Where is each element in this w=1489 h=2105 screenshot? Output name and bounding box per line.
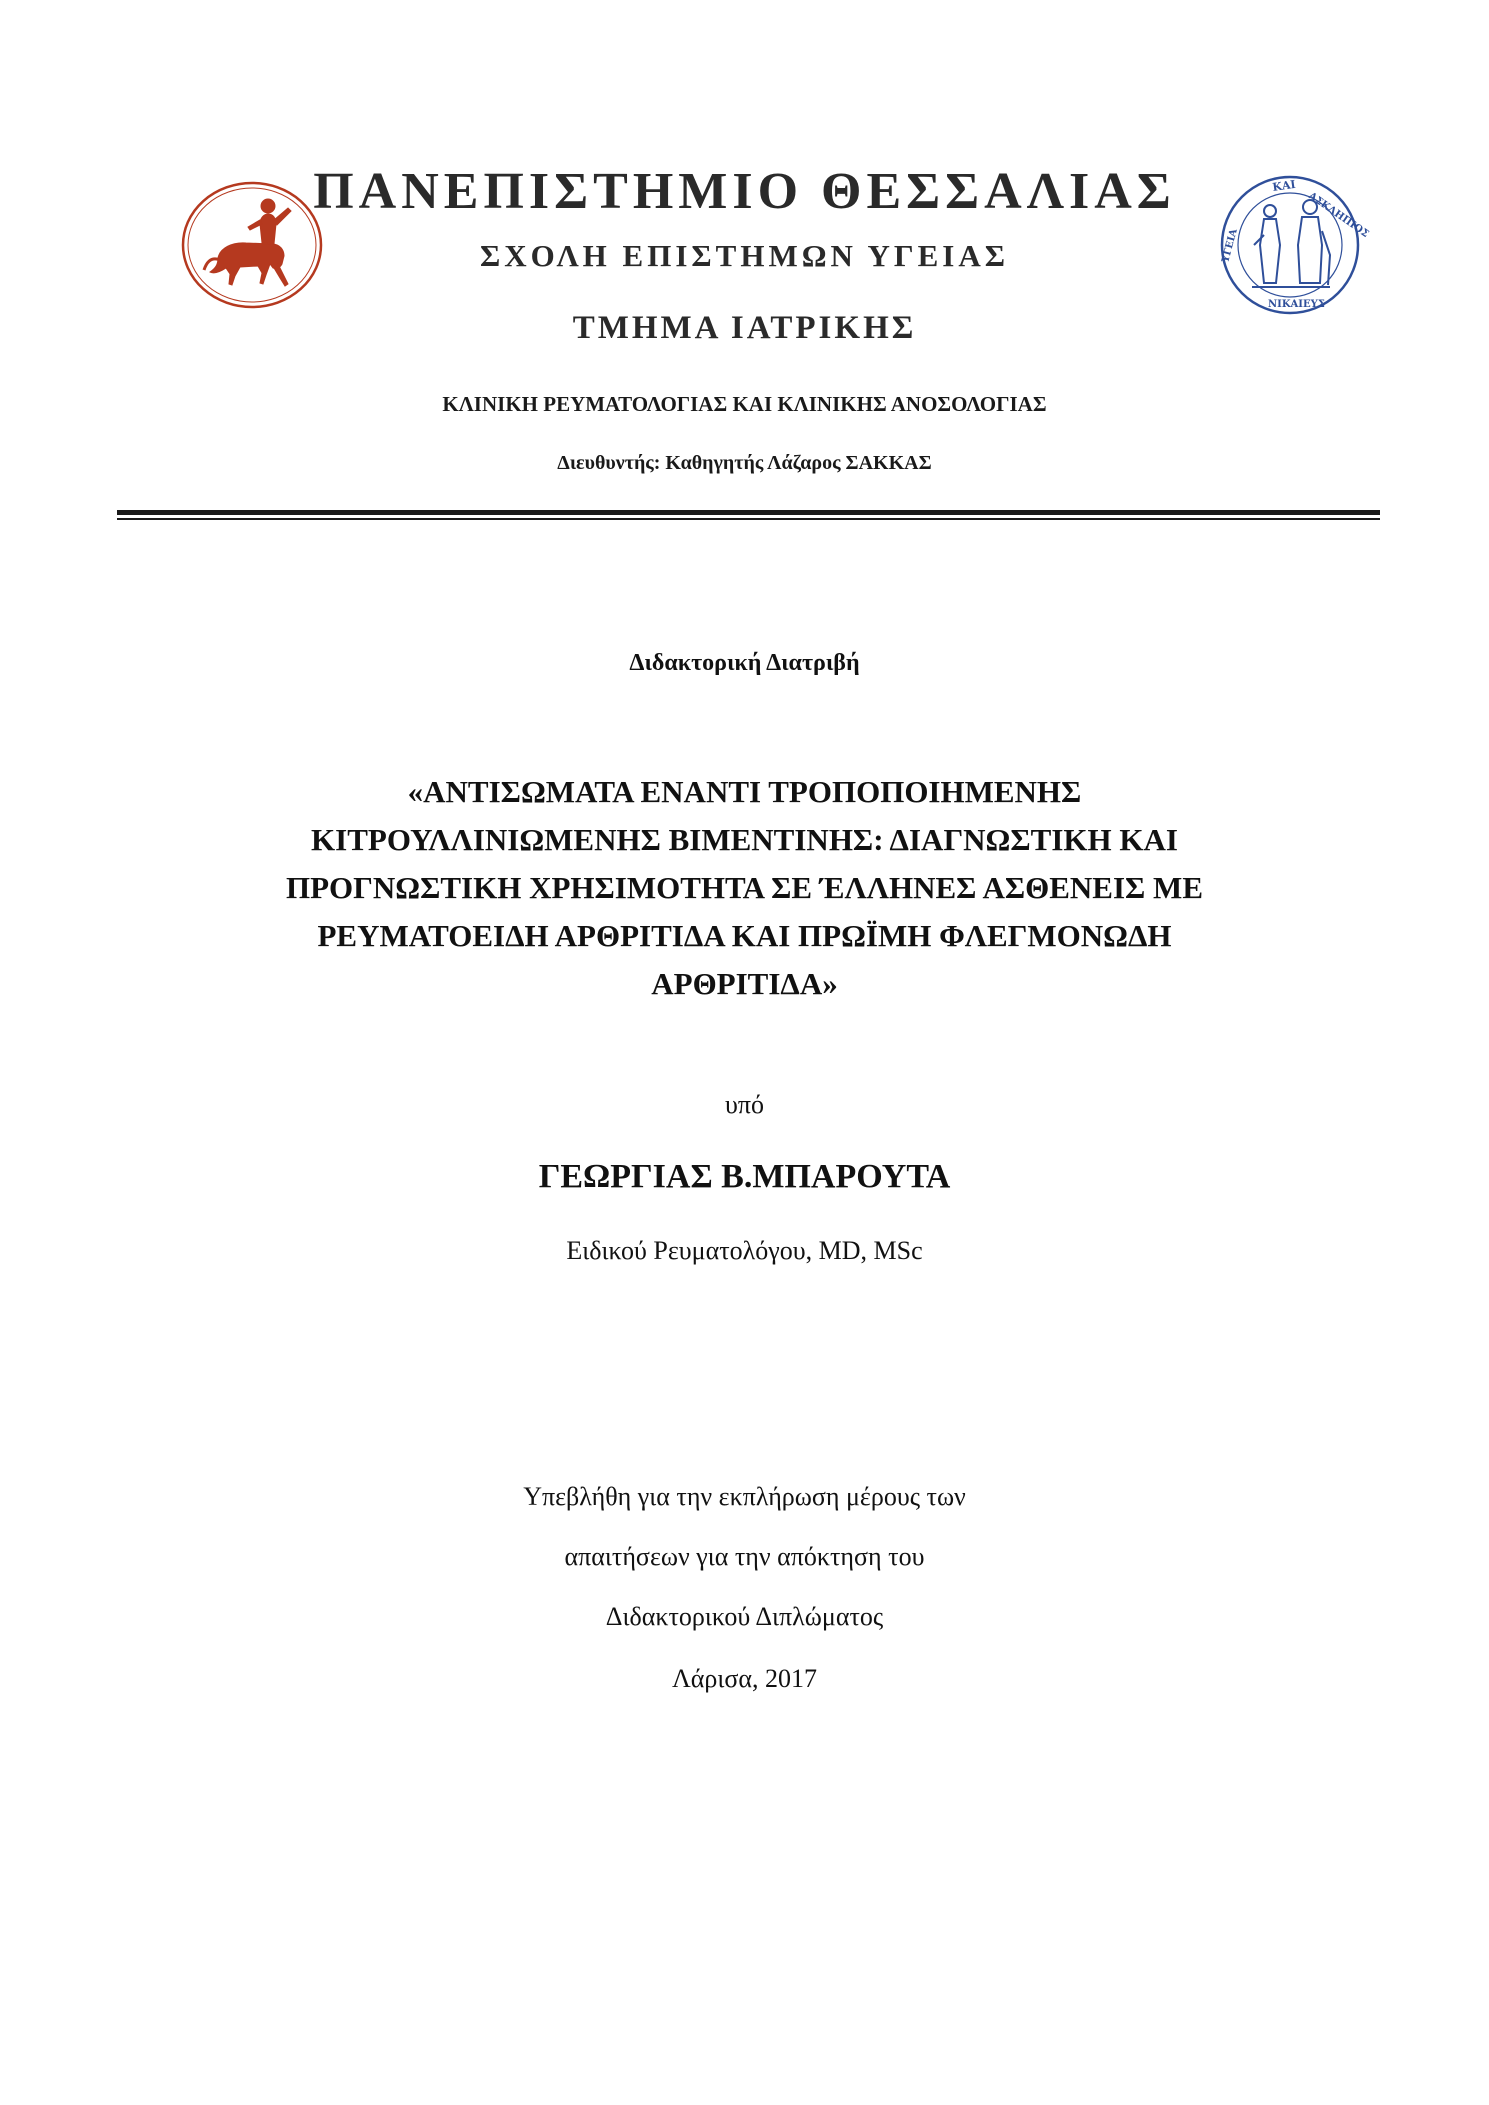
- thesis-title-line: ΚΙΤΡΟΥΛΛΙΝΙΩΜΕΝΗΣ ΒΙΜΕΝΤΙΝΗΣ: ΔΙΑΓΝΩΣΤΙΚΗ ΚΑΙ: [311, 822, 1178, 857]
- submission-statement-line: Υπεβλήθη για την εκπλήρωση μέρους των: [523, 1482, 966, 1511]
- department-name: ΤΜΗΜΑ ΙΑΤΡΙΚΗΣ: [572, 310, 917, 346]
- school-name: ΣΧΟΛΗ ΕΠΙΣΤΗΜΩΝ ΥΓΕΙΑΣ: [479, 238, 1010, 273]
- thesis-title-line: ΑΡΘΡΙΤΙΔΑ»: [651, 966, 838, 1001]
- by-label: υπό: [725, 1090, 764, 1119]
- submission-statement-line: Διδακτορικού Διπλώματος: [605, 1602, 884, 1631]
- svg-text:ΝΙΚΑΙΕΥΣ: ΝΙΚΑΙΕΥΣ: [1268, 299, 1325, 310]
- thesis-title: [0, 768, 1489, 1008]
- svg-text:ΚΑΙ: ΚΑΙ: [1271, 177, 1297, 194]
- thesis-title-line: «ΑΝΤΙΣΩΜΑΤΑ ΕΝΑΝΤΙ ΤΡΟΠΟΠΟΙΗΜΕΝΗΣ: [407, 774, 1082, 809]
- submission-statement-line: απαιτήσεων για την απόκτηση του: [564, 1542, 925, 1571]
- header-divider-thick: [117, 510, 1380, 515]
- director-line: Διευθυντής: Καθηγητής Λάζαρος ΣΑΚΚΑΣ: [557, 452, 932, 474]
- svg-text:ΥΓΕΙΑ: ΥΓΕΙΑ: [1220, 227, 1240, 264]
- place-and-date: Λάρισα, 2017: [671, 1664, 818, 1693]
- header-divider-thin: [117, 518, 1380, 520]
- thesis-title-line: ΡΕΥΜΑΤΟΕΙΔΗ ΑΡΘΡΙΤΙΔΑ ΚΑΙ ΠΡΩΪΜΗ ΦΛΕΓΜΟΝΩΔΗ: [317, 918, 1172, 953]
- thesis-title-line: ΠΡΟΓΝΩΣΤΙΚΗ ΧΡΗΣΙΜΟΤΗΤΑ ΣΕ ΈΛΛΗΝΕΣ ΑΣΘΕΝΕΙΣ ΜΕ: [285, 870, 1203, 905]
- svg-text:ΑΣΚΛΗΠΙΟΣ: ΑΣΚΛΗΠΙΟΣ: [1306, 190, 1371, 240]
- author-name: ΓΕΩΡΓΙΑΣ Β.ΜΠΑΡΟΥΤΑ: [538, 1158, 951, 1195]
- clinic-name: ΚΛΙΝΙΚΗ ΡΕΥΜΑΤΟΛΟΓΙΑΣ ΚΑΙ ΚΛΙΝΙΚΗΣ ΑΝΟΣΟΛΟΓΙΑΣ: [442, 392, 1047, 416]
- university-name: ΠΑΝΕΠΙΣΤΗΜΙΟ ΘΕΣΣΑΛΙΑΣ: [313, 163, 1176, 220]
- author-credentials: Ειδικού Ρευματολόγου, MD, MSc: [566, 1236, 923, 1265]
- document-type: Διδακτορική Διατριβή: [629, 650, 860, 676]
